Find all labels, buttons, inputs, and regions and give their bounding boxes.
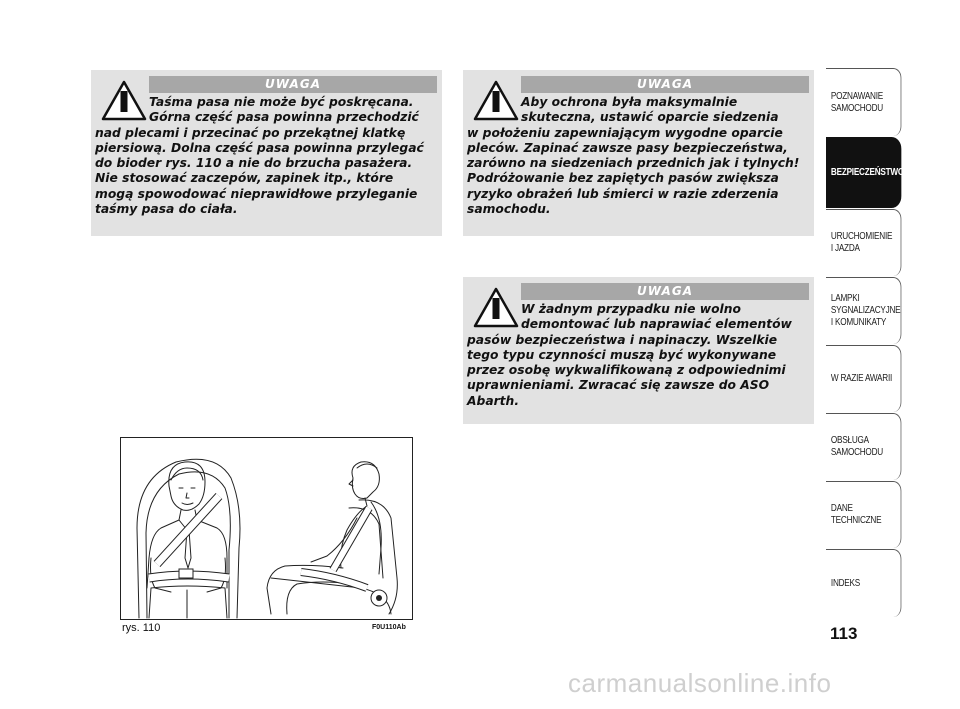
tab-label (831, 91, 883, 115)
warning-box-no-repair (463, 277, 814, 424)
warning-heading: UWAGA (149, 76, 437, 93)
tab-label (831, 231, 892, 255)
tab-label-line: BEZPIECZEŃSTWO (830, 167, 905, 178)
warning-heading: UWAGA (521, 283, 809, 300)
warning-box-seatbelt-twist (91, 70, 442, 236)
figure-caption: rys. 110 (122, 622, 161, 634)
tab-label-line: W RAZIE AWARII (830, 373, 893, 384)
tab-label-line: SAMOCHODU (830, 102, 883, 114)
tab-indeks[interactable] (826, 549, 901, 617)
belt-anchor-center (376, 595, 382, 601)
tab-label-line: I KOMUNIKATY (830, 317, 887, 328)
tab-bezpieczenstwo[interactable] (826, 137, 905, 208)
tab-label-line: INDEKS (830, 577, 860, 589)
warning-line: do bioder rys. 110 a nie do brzucha pasażera. (95, 156, 413, 171)
warning-text (467, 95, 806, 217)
warning-line: nad plecami i przecinać po przekątnej klatkę (95, 125, 406, 140)
head-front (169, 462, 205, 511)
tab-uruchomienie-i-jazda[interactable] (826, 209, 901, 276)
seatbelt-illustration (120, 437, 413, 620)
warning-line: w położeniu zapewniającym wygodne oparcie (467, 125, 783, 140)
warning-line: pleców. Zapinać zawsze pasy bezpieczeństwa, (467, 140, 788, 155)
warning-line: Taśma pasa nie może być poskręcana. (149, 95, 414, 109)
tab-label (831, 578, 860, 590)
warning-line: Nie stosować zaczepów, zapinek itp., które (95, 171, 394, 186)
warning-line: mogą spowodować nieprawidłowe przyleganie (95, 186, 418, 201)
warning-line: pasów bezpieczeństwa i napinaczy. Wszelkie (467, 332, 778, 347)
shoulder-belt-front-fill (157, 496, 219, 564)
warning-line: piersiową. Dolna część pasa powinna przylegać (95, 140, 424, 155)
tab-w-razie-awarii[interactable] (826, 345, 901, 412)
tab-label-line: SAMOCHODU (830, 447, 883, 458)
seat-back-inner (146, 472, 230, 618)
warning-line: Górna część pasa powinna przechodzić (149, 110, 419, 125)
figure-code: F0U110Ab (372, 624, 406, 631)
warning-heading: UWAGA (521, 76, 809, 93)
tab-label-line: URUCHOMIENIE (830, 231, 893, 242)
tab-poznawanie-samochodu[interactable] (826, 68, 901, 136)
warning-text (95, 95, 434, 217)
leg-side-bottom (287, 582, 353, 614)
tab-obsluga-samochodu[interactable] (826, 413, 901, 480)
tab-label (831, 167, 904, 179)
warning-line: ryzyko obrażeń lub śmierci w razie zderzenia (467, 186, 779, 201)
hair-front (171, 468, 203, 480)
warning-line: uprawnieniami. Zwracać się zawsze do ASO (467, 378, 770, 393)
tab-label (831, 435, 883, 459)
shoulder-belt-side-fill (333, 508, 369, 570)
seatbelt-drawing (121, 438, 412, 619)
tab-label-line: I JAZDA (830, 243, 860, 254)
tab-label (831, 503, 881, 527)
page-number: 113 (830, 624, 858, 643)
tab-label-line: TECHNICZNE (830, 515, 882, 526)
warning-text (467, 302, 806, 409)
tab-label-line: SYGNALIZACYJNE (830, 305, 901, 316)
tab-label-line: DANE (830, 503, 853, 514)
tab-label (831, 373, 892, 385)
warning-line: taśmy pasa do ciała. (95, 202, 238, 217)
warning-line: Aby ochrona była maksymalnie (521, 95, 738, 109)
warning-line: przez osobę wykwalifikowaną z odpowiednimi (467, 363, 786, 378)
warning-box-backrest (463, 70, 814, 236)
warning-line: zarówno na siedzeniach przednich jak i tylnych! (467, 156, 800, 171)
lap-front (149, 586, 227, 618)
buckle-front (179, 569, 193, 578)
warning-line: W żadnym przypadku nie wolno (521, 302, 741, 316)
face-front (179, 488, 195, 505)
tab-dane-techniczne[interactable] (826, 481, 901, 548)
warning-line: demontować lub naprawiać elementów (521, 317, 792, 332)
tab-label-line: OBSŁUGA (830, 435, 869, 446)
warning-line: samochodu. (467, 202, 551, 217)
tab-lampki-sygnalizacyjne[interactable] (826, 277, 901, 344)
tab-label-line: LAMPKI (830, 293, 860, 304)
warning-line: tego typu czynności muszą być wykonywane (467, 347, 777, 362)
watermark: carmanualsonline.info (568, 668, 832, 698)
tab-label-line: POZNAWANIE (830, 90, 883, 102)
tab-label (831, 293, 900, 329)
warning-line: skuteczna, ustawić oparcie siedzenia (521, 110, 779, 125)
warning-line: Abarth. (467, 393, 519, 408)
warning-line: Podróżowanie bez zapiętych pasów zwiększa (467, 171, 779, 186)
